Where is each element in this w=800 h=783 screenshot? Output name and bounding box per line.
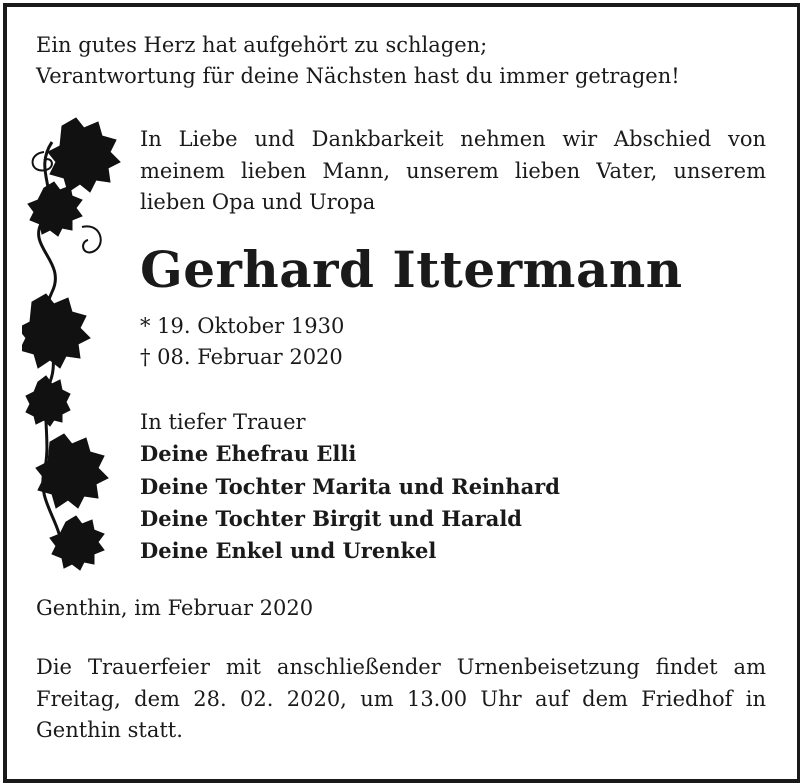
mourner-name: Deine Ehefrau Elli xyxy=(140,441,357,466)
place-and-date: Genthin, im Februar 2020 xyxy=(36,596,314,620)
mourner-name: Deine Tochter Birgit und Harald xyxy=(140,506,522,531)
motto-line-2: Verantwortung für deine Nächsten hast du immer getragen! xyxy=(36,64,680,88)
funeral-line-2: Freitag, dem 28. 02. 2020, um 13.00 Uhr auf dem Friedhof in xyxy=(36,686,766,711)
intro-paragraph xyxy=(140,124,766,219)
grapevine-ornament-icon xyxy=(22,112,134,572)
mourner-name: Deine Enkel und Urenkel xyxy=(140,538,437,563)
motto-line-1: Ein gutes Herz hat aufgehört zu schlagen; xyxy=(36,33,488,57)
funeral-line-3: Genthin statt. xyxy=(36,718,183,742)
mourners-heading: In tiefer Trauer xyxy=(140,410,306,434)
intro-line-3: lieben Opa und Uropa xyxy=(140,190,376,214)
funeral-line-1: Die Trauerfeier mit anschließender Urnenbeisetzung findet am xyxy=(36,655,766,679)
intro-line-1: In Liebe und Dankbarkeit nehmen wir Abschied von xyxy=(140,127,766,151)
death-date: † 08. Februar 2020 xyxy=(140,345,343,369)
intro-line-2: meinem lieben Mann, unserem lieben Vater, unserem xyxy=(140,158,766,183)
funeral-paragraph xyxy=(36,652,766,747)
deceased-name: Gerhard Ittermann xyxy=(140,240,683,299)
birth-date: * 19. Oktober 1930 xyxy=(140,314,345,338)
mourner-name: Deine Tochter Marita und Reinhard xyxy=(140,474,560,499)
